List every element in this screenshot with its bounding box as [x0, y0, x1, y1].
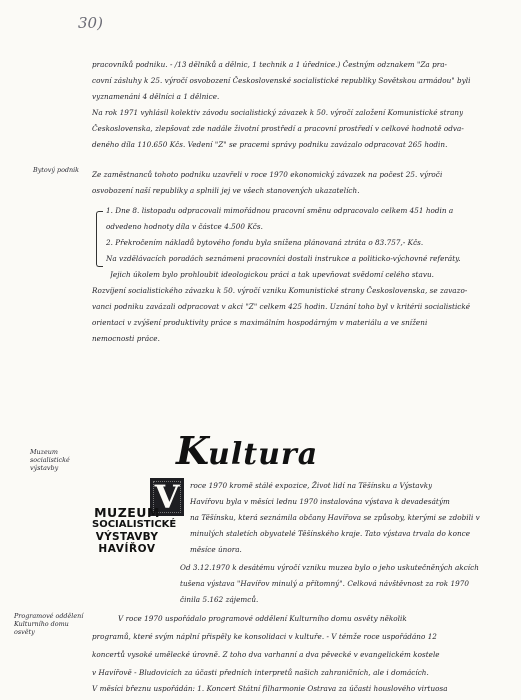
logo-line-2: SOCIALISTICKÉ	[92, 519, 177, 530]
muzeum-logo	[92, 505, 177, 555]
text-line: Na vzdělávacích poradách seznámeni pracovníci dostali instrukce a politicko-výchovné referáty.	[106, 254, 461, 263]
text-line: nemocnosti práce.	[92, 334, 160, 343]
text-line: osvobození naší republiky a splnili jej ve všech stanovených ukazatelích.	[92, 186, 360, 195]
text-line: pracovníků podniku. - /13 dělníků a dělnic, 1 technik a 1 úřednice.) Čestným odznakem "Za pra-	[92, 60, 448, 69]
text-line: vanci podniku zavázali odpracovat v akci "Z" celkem 425 hodin. Uznání toho byl v kritérii socialistické	[92, 302, 471, 311]
text-line: programů, které svým náplní přispěly ke konsolidaci v kultuře. - V témže roce uspořádáno 12	[92, 632, 437, 641]
text-line: minulých staletích obyvatelé Těšínského kraje. Tato výstava trvala do konce	[190, 529, 471, 538]
margin-note-muzeum: Muzeum socialistické výstavby	[30, 448, 70, 472]
heading-initial: K	[176, 428, 211, 473]
list-bracket	[96, 211, 103, 267]
margin-note-bytovy-podnik: Bytový podnik	[33, 166, 80, 174]
text-line: Československa, zlepšovat zde nadále životní prostředí a pracovní prostředí v celkové hodnotě odva-	[92, 124, 464, 133]
text-line: roce 1970 kromě stálé expozice, Život lidí na Těšínsku a Výstavky	[190, 481, 433, 490]
margin-note-programove-oddeleni: Programové oddělení Kulturního domu osvěty	[14, 612, 84, 636]
text-line: 2. Překročením nákladů bytového fondu byla snížena plánovaná ztráta o 83.757,- Kčs.	[106, 238, 424, 247]
text-line: Ze zaměstnanců tohoto podniku uzavřeli v roce 1970 ekonomický závazek na počest 25. výročí	[92, 170, 443, 179]
text-line: měsíce února.	[190, 545, 242, 554]
text-line: deného díla 110.650 Kčs. Vedení "Z" se pracemi správy podniku zavázalo odpracovat 265 hodin.	[92, 140, 448, 149]
logo-line-4: HAVÍŘOV	[98, 543, 156, 555]
text-line: Jejich úkolem bylo prohloubit ideologickou práci a tak upevňovat svědomí celého stavu.	[110, 270, 434, 279]
text-line: Od 3.12.1970 k desátému výročí vzniku muzea bylo o jeho uskutečněných akcích	[180, 563, 479, 572]
logo-line-1: MUZEUM	[94, 505, 160, 520]
text-line: Havířovu byla v měsíci lednu 1970 instalována výstava k devadesátým	[190, 497, 450, 506]
text-line: koncertů vysoké umělecké úrovně. Z toho dva varhanní a dva pěvecké v evangelickém kostele	[92, 650, 440, 659]
text-line: orientaci v zvýšení produktivity práce s maximálním hospodárným v materiálu a ve snížení	[92, 318, 428, 327]
text-line: V roce 1970 uspořádalo programové oddělení Kulturního domu osvěty několik	[118, 614, 407, 623]
page-number: 30)	[78, 14, 103, 32]
heading-rest: ultura	[208, 437, 319, 472]
drop-cap: V	[150, 478, 184, 516]
text-line: na Těšínsku, která seznámila občany Havířova se způsoby, kterými se zdobili v	[190, 513, 480, 522]
text-line: 1. Dne 8. listopadu odpracovali mimořádnou pracovní směnu odpracovalo celkem 451 hodin a	[106, 206, 454, 215]
text-line: odvedeno hodnoty díla v částce 4.500 Kčs.	[106, 222, 263, 231]
text-line: Na rok 1971 vyhlásil kolektiv závodu socialistický závazek k 50. výročí založení Komunistické strany	[92, 108, 464, 117]
text-line: vyznamenáni 4 dělníci a 1 dělnice.	[92, 92, 220, 101]
logo-line-3: VÝSTAVBY	[95, 531, 159, 543]
text-line: tušena výstava "Havířov minulý a přítomný". Celková návštěvnost za rok 1970	[180, 579, 469, 588]
text-line: činila 5.162 zájemců.	[180, 595, 259, 604]
text-line: V měsíci březnu uspořádán: 1. Koncert Státní filharmonie Ostrava za účasti houslového virtuosa	[92, 684, 448, 693]
text-line: Rozvíjení socialistického závazku k 50. výročí vzniku Komunistické strany Československa, se zavazo-	[92, 286, 468, 295]
section-heading-kultura	[176, 428, 319, 473]
text-line: v Havířově - Bludovicích za účasti předních interpretů našich zahraničních, ale i domácích.	[92, 668, 429, 677]
text-line: covní zásluhy k 25. výročí osvobození Československé socialistické republiky Sovětskou armádou" byli	[92, 76, 471, 85]
